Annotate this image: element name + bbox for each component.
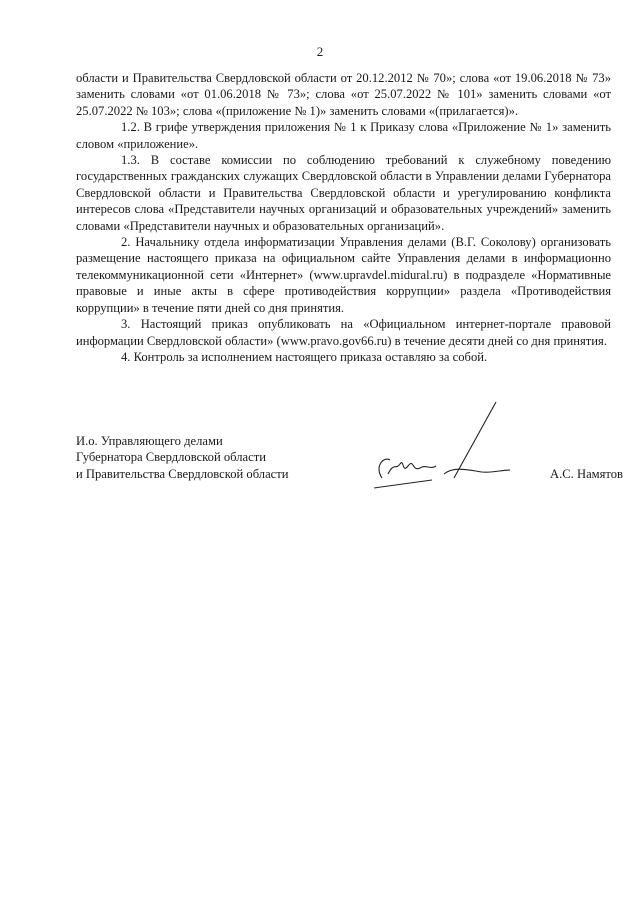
signatory-position-line: и Правительства Свердловской области [76, 466, 289, 481]
signatory-name: А.С. Намятов [550, 467, 623, 481]
paragraph-2: 2. Начальнику отдела информатизации Управления делами (В.Г. Соколову) организовать размещение настоящего приказа на официальном сайте Управления делами в информационно телекоммуникационной сети «Интернет» (www.upravdel.midural.ru) в подразделе «Нормативные правовые и иные акты в сфере противодействия коррупции» раздела «Противодействия коррупции» в течение пяти дней со дня принятия. [76, 235, 611, 315]
paragraph-1-2: 1.2. В грифе утверждения приложения № 1 к Приказу слова «Приложение № 1» заменить словом «приложение». [76, 120, 611, 151]
paragraph-1-3: 1.3. В составе комиссии по соблюдению требований к служебному поведению государственных гражданских служащих Свердловской области в Управлении делами Губернатора Свердловской области и Правительства Свердловской области и урегулированию конфликта интересов слова «Представители научных организаций и образовательных учреждений» заменить словами «Представители научных и образовательных организаций». [76, 153, 611, 233]
signatory-position-line: И.о. Управляющего делами [76, 434, 223, 448]
signatory-position [76, 433, 356, 482]
document-body [76, 70, 611, 365]
paragraph-3: 3. Настоящий приказ опубликовать на «Официальном интернет-портале правовой информации Свердловской области» (www.pravo.gov66.ru) в течение десяти дней со дня принятия. [76, 317, 611, 348]
paragraph-continuation: области и Правительства Свердловской области от 20.12.2012 № 70»; слова «от 19.06.2018 № 73» заменить словами «от 01.06.2018 № 73»; слова «от 25.07.2022 № 101» заменить словами «от 25.07.2022 № 103»; слова «(приложение № 1)» заменить словами «(прилагается)». [76, 71, 611, 118]
page-number: 2 [316, 44, 324, 59]
paragraph-4: 4. Контроль за исполнением настоящего приказа оставляю за собой. [121, 349, 488, 364]
handwritten-signature [370, 400, 520, 500]
signatory-position-line: Губернатора Свердловской области [76, 450, 266, 465]
